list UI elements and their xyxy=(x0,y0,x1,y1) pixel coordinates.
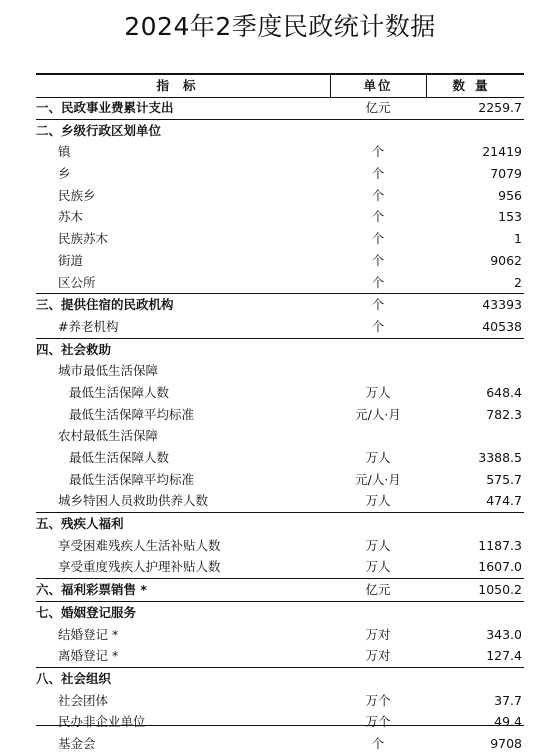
row-value: 49.4 xyxy=(494,714,522,730)
table-row xyxy=(36,447,524,469)
row-label: 民族乡 xyxy=(58,187,96,203)
row-value: 1050.2 xyxy=(478,582,522,598)
row-label: #养老机构 xyxy=(58,318,119,334)
row-label: 二、乡级行政区划单位 xyxy=(36,122,162,138)
row-label: 结婚登记 * xyxy=(58,626,119,642)
table-row xyxy=(36,360,524,382)
row-unit: 个 xyxy=(371,274,385,290)
row-value: 9062 xyxy=(490,252,522,268)
row-value: 1 xyxy=(514,231,522,247)
row-value: 343.0 xyxy=(486,626,522,642)
table-row xyxy=(36,512,524,535)
row-unit: 个 xyxy=(371,166,385,182)
row-value: 956 xyxy=(498,187,522,203)
row-value: 575.7 xyxy=(486,471,522,487)
table-row xyxy=(36,690,524,712)
row-unit: 万人 xyxy=(365,559,391,575)
row-label: 社会团体 xyxy=(58,692,109,708)
row-label: 民族苏木 xyxy=(58,231,109,247)
row-label: 民办非企业单位 xyxy=(58,714,146,730)
row-unit: 个 xyxy=(371,735,385,751)
row-unit: 亿元 xyxy=(365,100,391,115)
row-value: 153 xyxy=(498,209,522,225)
table-row xyxy=(36,578,524,601)
row-value: 3388.5 xyxy=(478,450,522,465)
row-value: 782.3 xyxy=(486,406,522,422)
table-row xyxy=(36,404,524,426)
row-unit: 万人 xyxy=(365,537,391,553)
row-unit: 万人 xyxy=(365,384,391,400)
table-row xyxy=(36,382,524,404)
header-unit: 单位 xyxy=(363,78,393,93)
table-row xyxy=(36,119,524,142)
table-row xyxy=(36,206,524,228)
row-label: 最低生活保障人数 xyxy=(69,450,170,465)
table-row xyxy=(36,163,524,185)
document-title: 2024年2季度民政统计数据 xyxy=(124,12,436,41)
table-row xyxy=(36,490,524,512)
table-row xyxy=(36,228,524,250)
row-unit: 个 xyxy=(371,318,385,334)
row-unit: 个 xyxy=(371,144,385,160)
row-unit: 个 xyxy=(371,297,385,313)
row-label: 离婚登记 * xyxy=(58,648,119,664)
row-unit: 万对 xyxy=(365,626,391,642)
table-row xyxy=(36,338,524,361)
table-row xyxy=(36,667,524,690)
row-unit: 元/人·月 xyxy=(355,406,401,422)
table-row xyxy=(36,141,524,163)
row-value: 43393 xyxy=(482,297,522,313)
row-label: 城乡特困人员救助供养人数 xyxy=(58,493,209,509)
row-value: 2 xyxy=(514,274,522,290)
row-unit: 万人 xyxy=(365,493,391,509)
table-row xyxy=(36,645,524,667)
table-row xyxy=(36,535,524,557)
row-label: 五、残疾人福利 xyxy=(36,516,124,532)
row-label: 苏木 xyxy=(58,209,84,225)
row-value: 1607.0 xyxy=(478,559,522,575)
row-value: 2259.7 xyxy=(478,100,522,115)
row-label: 镇 xyxy=(58,144,71,160)
table-row xyxy=(36,601,524,624)
table-row xyxy=(36,250,524,272)
row-label: 街道 xyxy=(58,252,84,268)
row-unit: 万人 xyxy=(365,450,391,465)
row-label: 六、福利彩票销售 * xyxy=(36,582,147,598)
row-unit: 万对 xyxy=(365,648,391,664)
row-label: 八、社会组织 xyxy=(36,670,112,686)
row-label: 农村最低生活保障 xyxy=(58,428,159,444)
row-label: 一、民政事业费累计支出 xyxy=(36,100,174,115)
header-divider-2 xyxy=(426,75,427,97)
row-label: 七、婚姻登记服务 xyxy=(36,604,137,620)
row-label: 基金会 xyxy=(58,735,96,751)
table-bottom-rule xyxy=(36,725,524,726)
table-body xyxy=(36,97,524,755)
header-indicator: 指标 xyxy=(156,78,210,93)
table-row xyxy=(36,425,524,447)
table-row xyxy=(36,272,524,294)
row-value: 1187.3 xyxy=(478,537,522,553)
row-unit: 亿元 xyxy=(365,582,391,598)
row-value: 21419 xyxy=(482,144,522,160)
row-value: 9708 xyxy=(490,735,522,751)
row-unit: 个 xyxy=(371,252,385,268)
row-value: 7079 xyxy=(490,166,522,182)
row-unit: 万个 xyxy=(365,714,391,730)
row-label: 区公所 xyxy=(58,274,96,290)
row-value: 648.4 xyxy=(486,384,522,400)
table-row xyxy=(36,733,524,755)
header-quantity: 数量 xyxy=(452,78,498,93)
row-unit: 元/人·月 xyxy=(355,471,401,487)
table-row xyxy=(36,624,524,646)
row-label: 乡 xyxy=(58,166,71,182)
header-divider-1 xyxy=(330,75,331,97)
row-unit: 个 xyxy=(371,187,385,203)
table-header xyxy=(36,75,524,97)
table-row xyxy=(36,556,524,578)
row-label: 四、社会救助 xyxy=(36,341,112,357)
table-row xyxy=(36,185,524,207)
row-label: 最低生活保障平均标准 xyxy=(69,406,195,422)
row-label: 三、提供住宿的民政机构 xyxy=(36,297,174,313)
row-label: 城市最低生活保障 xyxy=(58,363,159,379)
row-unit: 个 xyxy=(371,209,385,225)
row-label: 最低生活保障人数 xyxy=(69,384,170,400)
row-value: 127.4 xyxy=(486,648,522,664)
table-row xyxy=(36,711,524,733)
table-row xyxy=(36,316,524,338)
row-label: 享受重度残疾人护理补贴人数 xyxy=(58,559,221,575)
row-unit: 万个 xyxy=(365,692,391,708)
row-unit: 个 xyxy=(371,231,385,247)
table-row xyxy=(36,97,524,119)
table-row xyxy=(36,469,524,491)
row-label: 最低生活保障平均标准 xyxy=(69,471,195,487)
row-value: 40538 xyxy=(482,318,522,334)
row-value: 37.7 xyxy=(494,692,522,708)
row-value: 474.7 xyxy=(486,493,522,509)
table-row xyxy=(36,293,524,316)
row-label: 享受困难残疾人生活补贴人数 xyxy=(58,537,221,553)
